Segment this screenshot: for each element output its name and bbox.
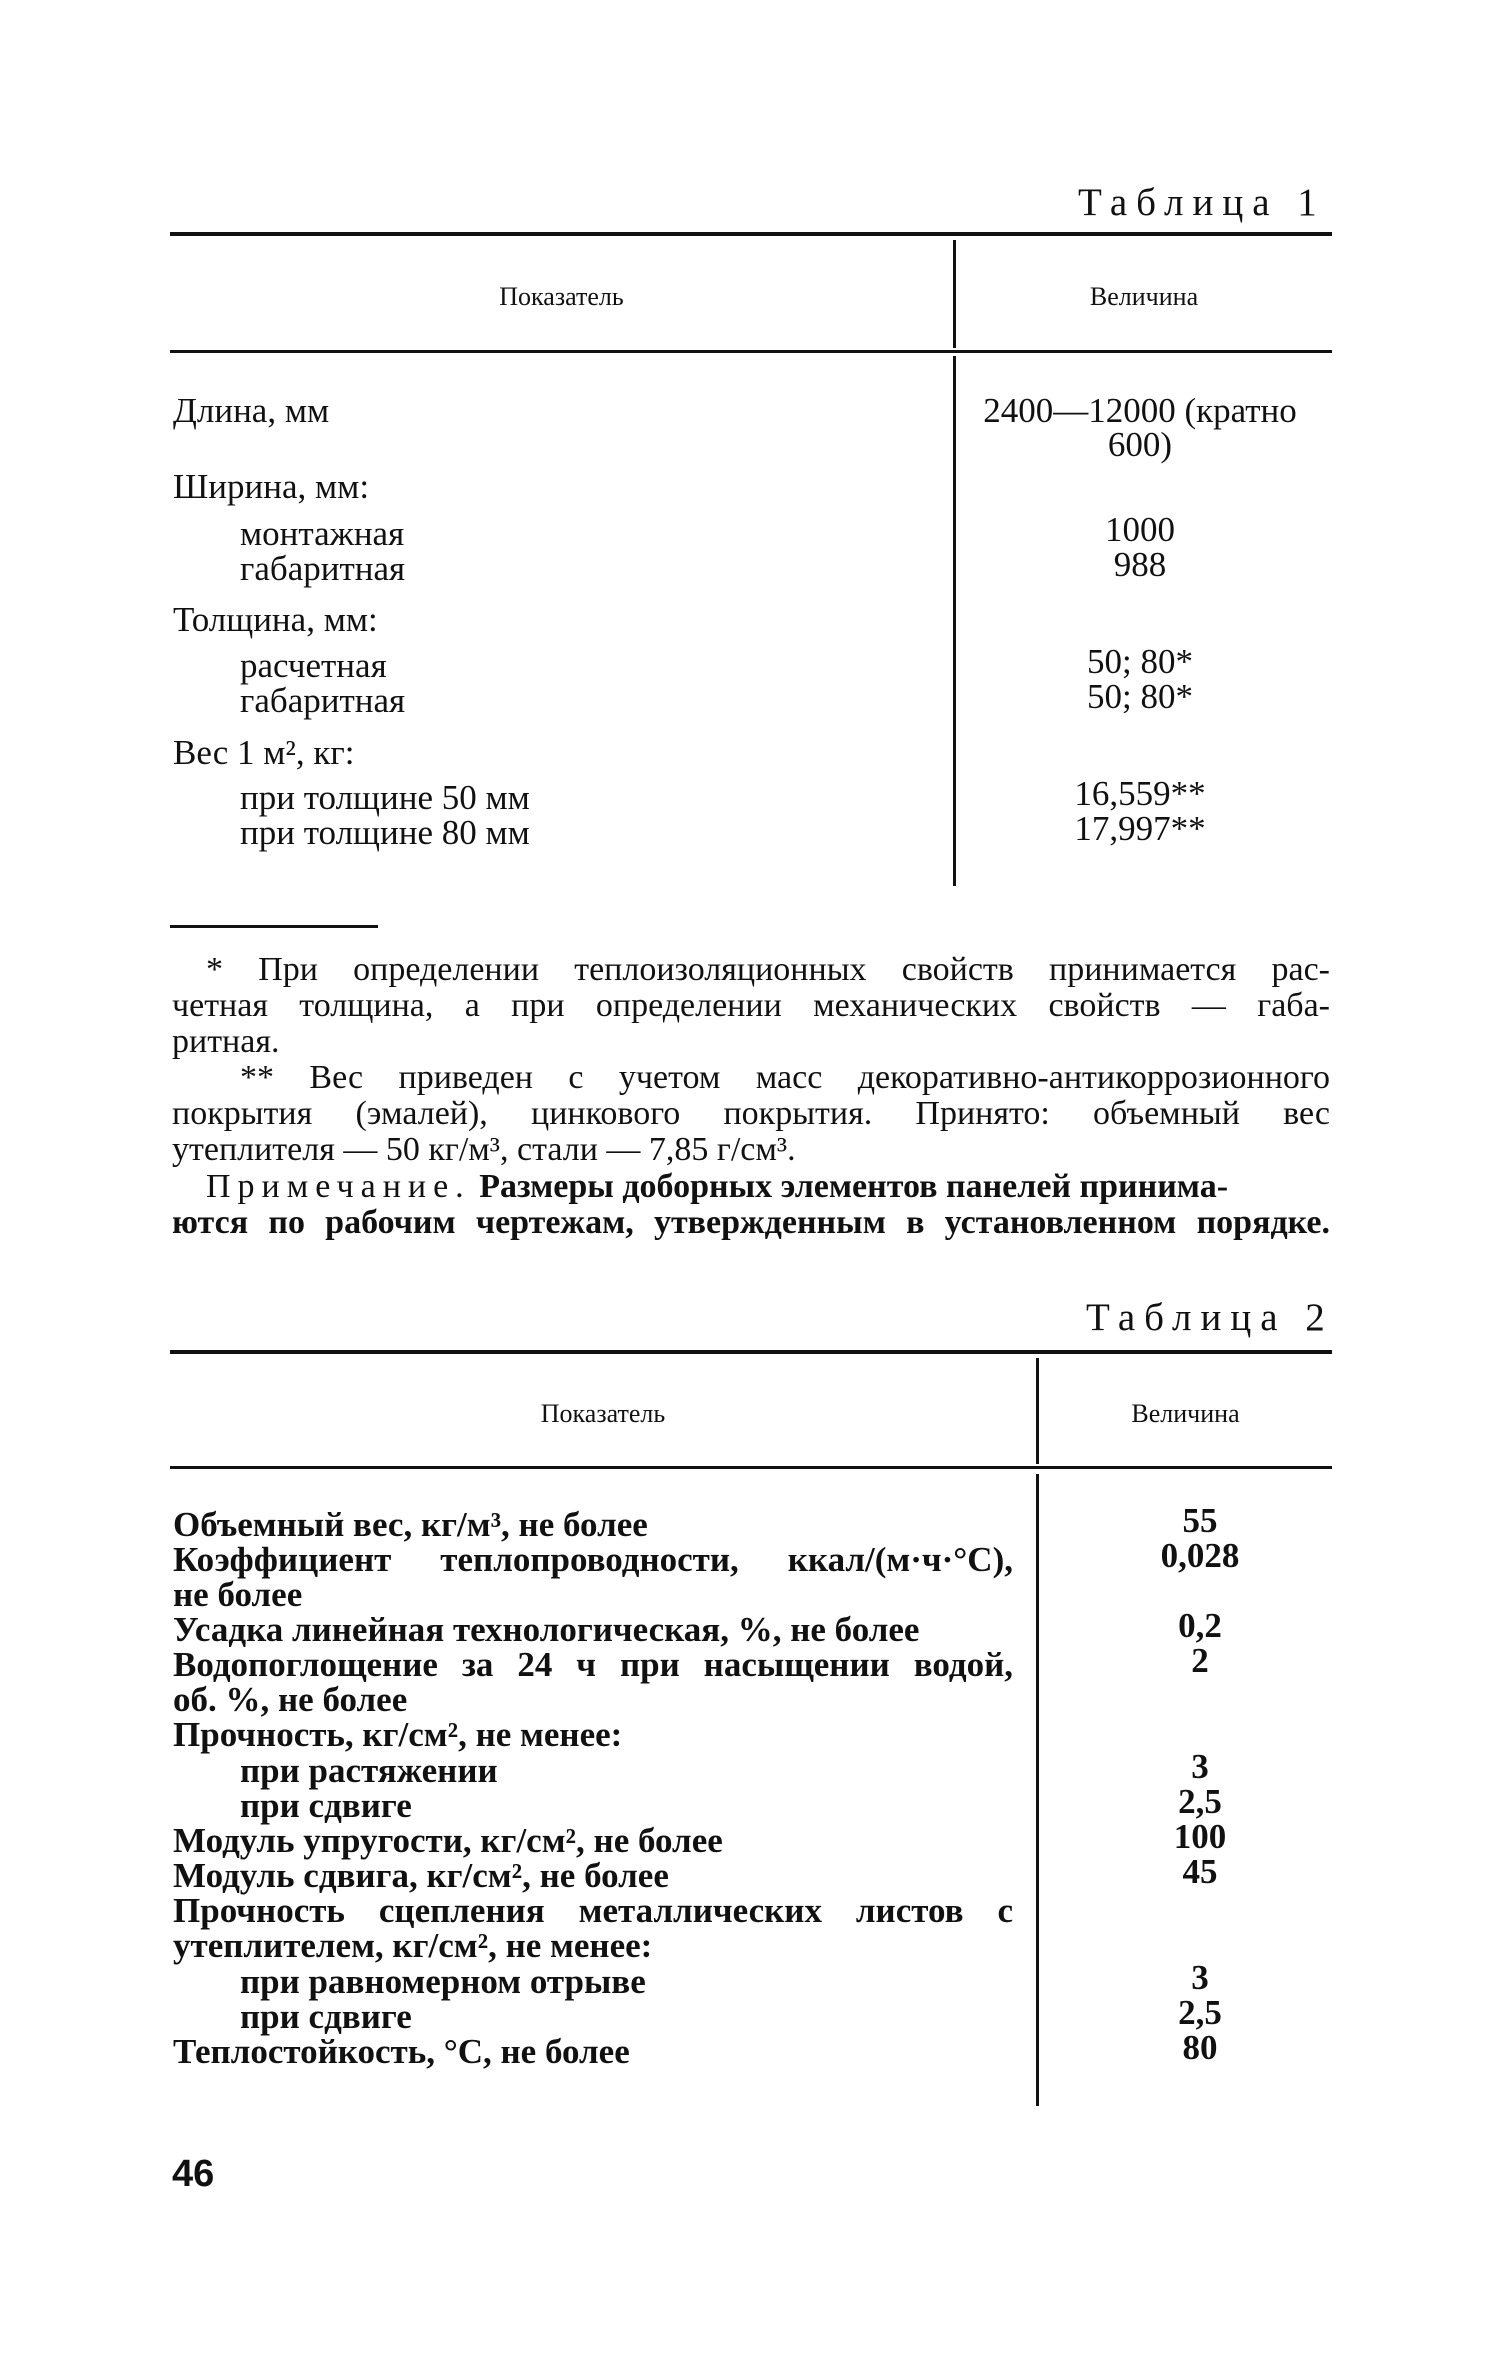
note-line1-rest: Размеры доборных элементов панелей принима-: [479, 1168, 1229, 1205]
note-line2: ются по рабочим чертежам, утвержденным в установленном порядке.: [172, 1204, 1330, 1241]
table1-value-length: 2400—12000 (кратно: [983, 391, 1297, 430]
table1-value-design: 50; 80*: [1087, 642, 1193, 681]
table1-value-mounting: 1000: [1105, 510, 1175, 549]
table1-label-weight-50: при толщине 50 мм: [240, 778, 530, 817]
table1-label-weight: Вес 1 м², кг:: [173, 733, 355, 772]
table2-label-elastic-modulus: Модуль упругости, кг/см², не более: [173, 1821, 723, 1860]
table2-value-density: 55: [1182, 1501, 1218, 1540]
table1-label-overall-thickness: габаритная: [240, 681, 406, 720]
footnote1-line1: * При определении теплоизоляционных свойств принимается рас-: [206, 951, 1330, 988]
table2-label-shear: при сдвиге: [240, 1786, 412, 1825]
table2-header-rule: [170, 1466, 1332, 1469]
table2-label-adhesion-shear: при сдвиге: [240, 1997, 412, 2036]
table1-value-length-cont: 600): [1107, 425, 1173, 464]
table1-value-overall-thickness: 50; 80*: [1087, 677, 1193, 716]
table2-body-divider: [1036, 1474, 1039, 2106]
table2-label-conductivity: Коэффициент теплопроводности, ккал/(м·ч·°С),: [173, 1540, 1013, 1579]
table1-value-weight-50: 16,559**: [1074, 774, 1206, 813]
table1-label-design: расчетная: [240, 646, 387, 685]
table1-label-thickness: Толщина, мм:: [173, 600, 378, 639]
table1-value-overall-width: 988: [1113, 545, 1167, 584]
page-number: 46: [172, 2153, 215, 2195]
table2-label-strength: Прочность, кг/см², не менее:: [173, 1715, 623, 1754]
table1-header-value: Величина: [1089, 282, 1199, 311]
table2-value-elastic-modulus: 100: [1173, 1817, 1227, 1856]
table2-label-uniform-pull: при равномерном отрыве: [240, 1962, 646, 2001]
table1-label-overall-width: габаритная: [240, 549, 406, 588]
table2-value-shear-modulus: 45: [1182, 1852, 1218, 1891]
table1-top-rule: [170, 232, 1332, 236]
footnote1-line2: четная толщина, а при определении механических свойств — габа-: [172, 987, 1330, 1024]
table2-label-absorption: Водопоглощение за 24 ч при насыщении водой,: [173, 1645, 1013, 1684]
table2-value-tension: 3: [1191, 1747, 1209, 1786]
table2-value-conductivity: 0,028: [1160, 1536, 1240, 1575]
footnote1-line3: ритная.: [172, 1023, 280, 1060]
table2-label-heat-resistance: Теплостойкость, °С, не более: [173, 2032, 630, 2071]
note-title: Примечание.: [206, 1168, 471, 1205]
table2-label-shear-modulus: Модуль сдвига, кг/см², не более: [173, 1856, 669, 1895]
footnote-separator: [170, 925, 378, 928]
note-line1: [206, 1169, 1228, 1205]
table2-header-indicator: Показатель: [540, 1399, 666, 1428]
table1-caption: Таблица 1: [1078, 181, 1326, 224]
footnote2-line3: утеплителя — 50 кг/м³, стали — 7,85 г/см³.: [172, 1131, 796, 1168]
table2-value-adhesion-shear: 2,5: [1178, 1993, 1222, 2032]
table1-label-width: Ширина, мм:: [173, 467, 370, 506]
table2-label-tension: при растяжении: [240, 1751, 498, 1790]
footnote2-line1: ** Вес приведен с учетом масс декоративно-антикоррозионного: [240, 1059, 1330, 1096]
table2-header-value: Величина: [1131, 1399, 1240, 1428]
table2-top-rule: [170, 1350, 1332, 1354]
table1-label-mounting: монтажная: [240, 514, 405, 553]
table2-label-conductivity-cont: не более: [173, 1575, 303, 1614]
table1-header-indicator: Показатель: [499, 282, 624, 311]
table2-label-density: Объемный вес, кг/м³, не более: [173, 1505, 648, 1544]
table2-label-adhesion-cont: утеплителем, кг/см², не менее:: [173, 1926, 653, 1965]
table2-value-heat-resistance: 80: [1182, 2028, 1218, 2067]
table1-value-weight-80: 17,997**: [1074, 809, 1206, 848]
table2-label-adhesion: Прочность сцепления металлических листов с: [173, 1891, 1013, 1930]
table2-value-uniform-pull: 3: [1191, 1958, 1209, 1997]
table1-header-rule: [170, 350, 1332, 353]
footnote2-line2: покрытия (эмалей), цинкового покрытия. Принято: объемный вес: [172, 1095, 1330, 1132]
table2-label-absorption-cont: об. %, не более: [173, 1680, 408, 1719]
table1-label-weight-80: при толщине 80 мм: [240, 813, 530, 852]
table2-value-shrinkage: 0,2: [1178, 1606, 1222, 1645]
table2-caption: Таблица 2: [1086, 1296, 1334, 1339]
table2-value-shear: 2,5: [1178, 1782, 1222, 1821]
table2-value-absorption: 2: [1191, 1641, 1209, 1680]
table2-label-shrinkage: Усадка линейная технологическая, %, не более: [173, 1610, 920, 1649]
table1-label-length: Длина, мм: [173, 391, 330, 430]
